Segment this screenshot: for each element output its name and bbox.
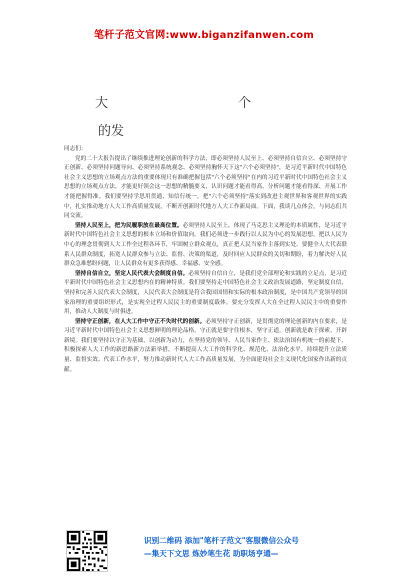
greeting: 同志们： bbox=[64, 146, 87, 152]
footer bbox=[66, 530, 356, 572]
title-fragment-left: 大 bbox=[95, 96, 109, 111]
body-innovation: 必须坚持守正创新，是贯彻党的理论创新的内在要求，是习近平新时代中国特色社会主义思想鲜明的理论品格。守正就是要守住根本，坚守正道，创新就是敢于探索，开辟新境。我们要坚持以守正为基础，以创新为动力，在坚持党的领导、人民当家作主、依法治国有机统一的前提下，积极探索人大工作的新思路新方法新举措，不断提高人大工作的科学化、规范化、法治化水平，持续提升立法质量、监督实效、代表工作水平，努力推动新时代人大工作高质量发展，为全面建设社会主义现代化国家作出新的贡献。 bbox=[64, 318, 347, 373]
title-fragment-line2: 的发 bbox=[98, 124, 125, 139]
paragraph-people-first bbox=[64, 222, 347, 270]
heading-people-first: 坚持人民至上，把为民履职放在最高位置。 bbox=[75, 222, 183, 229]
footer-line-1: 识别二维码 添加"笔杆子范文"客服微信公众号 bbox=[144, 536, 299, 545]
body-people-first: 必须坚持人民至上，体现了马克思主义理论的本质属性，是习近平新时代中国特色社会主义思想的根本立场和价值取向。我们必须进一步践行以人民为中心的发展思想，把以人民为中心的理念贯彻到人大工作全过程各环节，牢固树立群众观点，真正把人民当家作主落到实处。要健全人大代表联系人民群众制度，拓宽人民群众参与立法、监督、决策的渠道，及时回应人民群众的关切和期盼，着力解决好人民群众急难愁盼问题，让人民群众有更多获得感、幸福感、安全感。 bbox=[64, 222, 347, 268]
heading-self-confidence: 坚持自信自立，坚定人民代表大会制度自信。 bbox=[75, 270, 189, 277]
heading-innovation: 坚持守正创新，在人大工作中守正不失时代的创新。 bbox=[75, 318, 206, 325]
qr-code-icon[interactable] bbox=[66, 530, 108, 572]
paragraph-self-confidence bbox=[64, 270, 347, 318]
paragraph-intro: 党的二十大报告提出了继续推进理论创新的科学方法，即必须坚持人民至上、必须坚持自信自立、必须坚持守正创新、必须坚持问题导向、必须坚持系统观念、必须坚持胸怀天下这"六个必须坚持"，是习近平新时代中国特色社会主义思想的立场观点方法的重要体现只有准确把握包括"六个必须坚持"在内的习近平新时代中国特色社会主义思想的立场观点方法，才能更好领会这一思想的精髓要义，认识问题才能看得高、分析问题才能看得深、开展工作才能把握得准。我们要坚持学思用贯通、知信行统一，把"六个必须坚持"落实到改进主观世界和客观世界的实践中，扎实推动地方人大工作高质量发展，不断开创新时代地方人大工作新局面。下面，我谈几点体会，与同志们共同交流。 bbox=[64, 155, 347, 220]
paragraph-innovation bbox=[64, 318, 347, 376]
document-body bbox=[64, 145, 347, 375]
footer-text bbox=[144, 534, 354, 560]
footer-line-2: —集天下文思 炼妙笔生花 助职场亨通— bbox=[144, 549, 279, 558]
title-fragment-right: 个 bbox=[238, 96, 252, 111]
site-header: 笔杆子范文官网:www.biganzifanwen.com bbox=[94, 30, 314, 41]
body-self-confidence: 必须坚持自信自立，是我们党全部理论和实践的立足点，是习近平新时代中国特色社会主义思想内在的精神特质。我们要坚持走中国特色社会主义政治发展道路，坚定制度自信，坚持和完善人民代表大会制度，人民代表大会制度是符合我国国情和实际的根本政治制度，是中国共产党领导的国家治理的重要组织形式，是实现全过程人民民主的重要制度载体。要充分发挥人大在全过程人民民主中的重要作用，推动人大制度与时俱进。 bbox=[64, 270, 347, 316]
